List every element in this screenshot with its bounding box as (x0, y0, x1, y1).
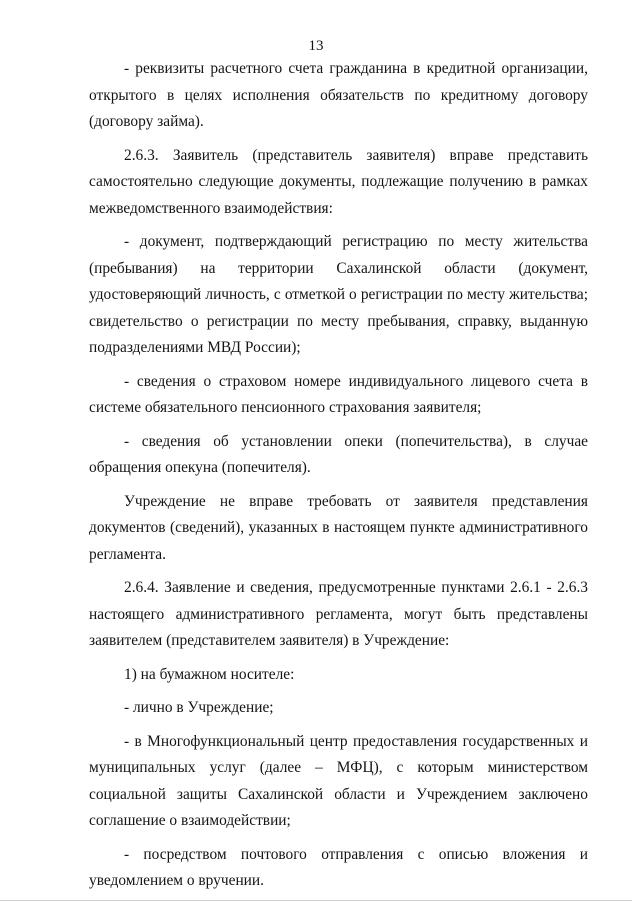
paragraph-registration-document: - документ, подтверждающий регистрацию по месту жительства (пребывания) на территории Сахалинской области (документ, удостоверяющий личность, с отметкой о регистрации по месту жительства; свидетельство о регистрации по месту пребывания, справку, выданную подразделениями МВД России); (89, 233, 588, 356)
page-bottom-edge (0, 900, 632, 901)
paragraph-insurance-number: - сведения о страховом номере индивидуального лицевого счета в системе обязательного пенсионного страхования заявителя; (89, 372, 588, 416)
paragraph-2-6-4: 2.6.4. Заявление и сведения, предусмотренные пунктами 2.6.1 - 2.6.3 настоящего административного регламента, могут быть представлены заявителем (представителем заявителя) в Учреждение: (89, 579, 588, 649)
paragraph-institution-restriction: Учреждение не вправе требовать от заявителя представления документов (сведений), указанных в настоящем пункте административного регламента. (89, 492, 588, 563)
paragraph-2-6-3: 2.6.3. Заявитель (представитель заявителя) вправе представить самостоятельно следующие документы, подлежащие получению в рамках межведомственного взаимодействия: (89, 146, 588, 217)
document-body (89, 56, 588, 895)
paragraph-postal: - посредством почтового отправления с описью вложения и уведомлением о вручении. (89, 845, 588, 889)
paragraph-guardianship: - сведения об установлении опеки (попечительства), в случае обращения опекуна (попечителя). (89, 432, 588, 476)
paragraph-in-person: - лично в Учреждение; (124, 699, 274, 716)
paragraph-mfc: - в Многофункциональный центр предоставления государственных и муниципальных услуг (далее – МФЦ), с которым министерством социальной защиты Сахалинской области и Учреждением заключено соглашение о взаимодействии; (89, 732, 588, 829)
paragraph-paper-form: 1) на бумажном носителе: (124, 665, 295, 683)
page-number: 13 (308, 38, 324, 54)
paragraph-account-details: - реквизиты расчетного счета гражданина в кредитной организации, открытого в целях исполнения обязательств по кредитному договору (договору займа). (89, 60, 588, 130)
